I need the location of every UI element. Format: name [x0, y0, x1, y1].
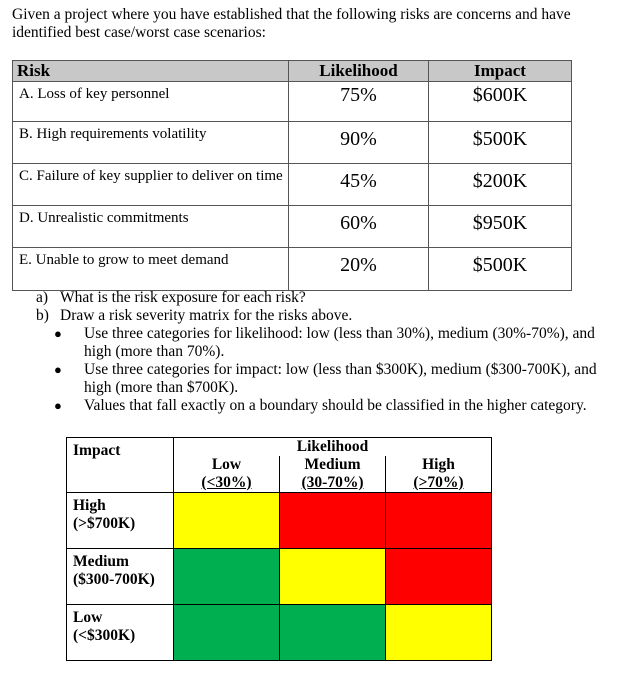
matrix-cell	[280, 549, 386, 605]
risk-likelihood	[289, 82, 429, 122]
impact-value: $950K	[472, 212, 528, 234]
likelihood-value: 75%	[340, 84, 377, 106]
matrix-row-label	[67, 549, 174, 605]
bullet-icon: ●	[54, 362, 62, 377]
question-text: Draw a risk severity matrix for the risks above.	[60, 307, 353, 324]
header-impact: Impact	[429, 61, 572, 82]
matrix-row-low	[67, 605, 492, 661]
matrix-cell	[174, 605, 280, 661]
matrix-row-medium	[67, 549, 492, 605]
risk-severity-matrix	[66, 437, 492, 661]
row-name: Low	[73, 609, 103, 626]
matrix-row-label	[67, 605, 174, 661]
list-item	[54, 325, 626, 361]
list-item	[54, 397, 626, 415]
question-label: a)	[36, 289, 49, 306]
question-text: What is the risk exposure for each risk?	[60, 289, 306, 306]
risk-likelihood	[289, 122, 429, 164]
matrix-cell	[386, 493, 492, 549]
matrix-col-low	[174, 456, 280, 493]
col-name: Medium	[304, 456, 361, 473]
col-range: (<30%)	[201, 474, 252, 491]
risk-impact	[429, 82, 572, 122]
risk-name: C. Failure of key supplier to deliver on time	[13, 164, 289, 206]
risk-likelihood	[289, 248, 429, 291]
risk-name: A. Loss of key personnel	[13, 82, 289, 122]
bullet-list	[54, 325, 626, 415]
impact-value: $500K	[472, 254, 528, 276]
likelihood-value: 60%	[340, 212, 377, 234]
matrix-row-label	[67, 493, 174, 549]
risk-impact	[429, 206, 572, 248]
risk-impact	[429, 248, 572, 291]
question-label: b)	[36, 307, 49, 324]
matrix-cell	[174, 549, 280, 605]
risk-name: D. Unrealistic commitments	[13, 206, 289, 248]
impact-value: $500K	[472, 128, 528, 150]
bullet-text: Use three categories for impact: low (less than $300K), medium ($300-700K), and high (more than $700K).	[84, 361, 597, 396]
col-name: Low	[211, 456, 242, 473]
row-range: ($300-700K)	[73, 571, 155, 588]
row-name: Medium	[73, 553, 129, 570]
bullet-text: Use three categories for likelihood: low (less than 30%), medium (30%-70%), and high (more than 70%).	[84, 325, 595, 360]
likelihood-value: 45%	[340, 170, 377, 192]
likelihood-value: 90%	[340, 128, 377, 150]
bullet-icon: ●	[54, 398, 62, 413]
matrix-header-top	[67, 438, 492, 457]
header-likelihood: Likelihood	[289, 61, 429, 82]
matrix-row-high	[67, 493, 492, 549]
matrix-cell	[280, 493, 386, 549]
table-row	[13, 82, 572, 122]
risk-table	[12, 60, 572, 291]
matrix-col-medium	[280, 456, 386, 493]
question-b	[36, 307, 626, 325]
intro-text: Given a project where you have established that the following risks are concerns and have identified best case/worst case scenarios:	[12, 6, 571, 41]
risk-impact	[429, 122, 572, 164]
row-range: (>$700K)	[73, 515, 136, 532]
header-risk: Risk	[13, 61, 289, 82]
matrix-likelihood-header: Likelihood	[174, 438, 492, 457]
risk-likelihood	[289, 206, 429, 248]
list-item	[54, 361, 626, 397]
questions	[36, 289, 626, 415]
table-row	[13, 122, 572, 164]
likelihood-value: 20%	[340, 254, 377, 276]
matrix-impact-header: Impact	[67, 438, 174, 493]
risk-name: B. High requirements volatility	[13, 122, 289, 164]
table-row	[13, 206, 572, 248]
risk-impact	[429, 164, 572, 206]
bullet-icon: ●	[54, 326, 62, 341]
question-a	[36, 289, 626, 307]
table-row	[13, 248, 572, 291]
col-name: High	[422, 456, 455, 473]
matrix-cell	[386, 549, 492, 605]
impact-value: $200K	[472, 170, 528, 192]
risk-name: E. Unable to grow to meet demand	[13, 248, 289, 291]
impact-value: $600K	[472, 84, 528, 106]
matrix-cell	[280, 605, 386, 661]
matrix-cell	[386, 605, 492, 661]
table-row	[13, 164, 572, 206]
bullet-text: Values that fall exactly on a boundary should be classified in the higher category.	[84, 397, 587, 414]
row-name: High	[73, 497, 106, 514]
col-range: (30-70%)	[301, 474, 364, 491]
matrix-col-high	[386, 456, 492, 493]
risk-likelihood	[289, 164, 429, 206]
matrix-cell	[174, 493, 280, 549]
col-range: (>70%)	[413, 474, 464, 491]
risk-table-header	[13, 61, 572, 82]
row-range: (<$300K)	[73, 627, 136, 644]
